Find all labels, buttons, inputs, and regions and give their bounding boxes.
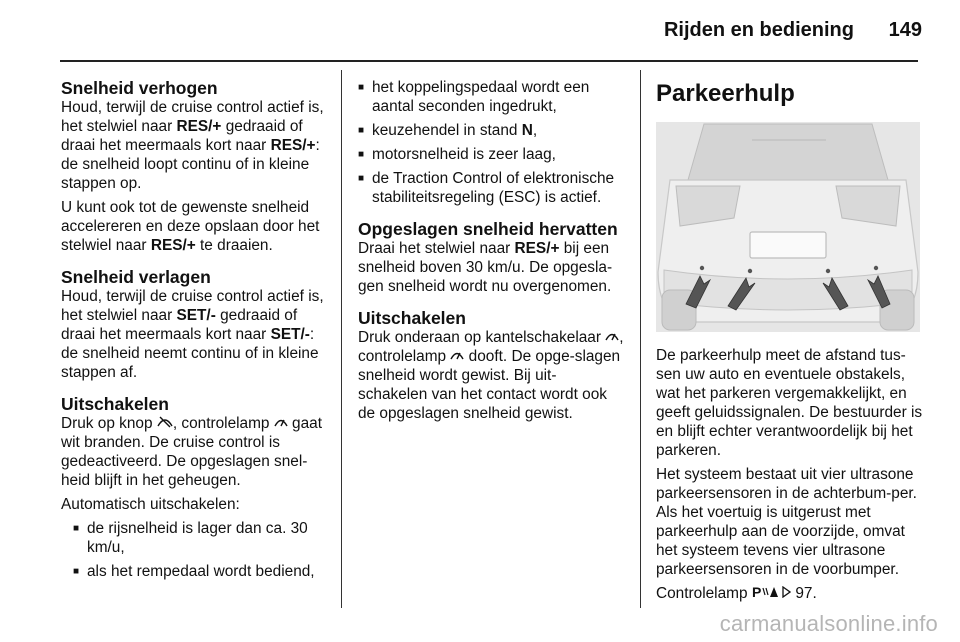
text: Houd, terwijl de cruise control actief is, het stelwiel naar xyxy=(61,288,324,324)
heading-snelheid-verhogen: Snelheid verhogen xyxy=(61,78,218,98)
list-item: ■ de Traction Control of elektronische stabiliteitsregeling (ESC) is actief. xyxy=(358,169,624,207)
paragraph xyxy=(61,198,326,255)
bullet-list xyxy=(358,78,624,207)
list-item xyxy=(358,121,624,140)
cruise-control-lamp-icon xyxy=(450,347,464,366)
text: 97. xyxy=(791,585,817,602)
column-2 xyxy=(358,78,624,428)
car-rear-drawing xyxy=(656,122,920,332)
rear-bumper-sensors-illustration xyxy=(656,122,920,332)
heading-uitschakelen-2: Uitschakelen xyxy=(358,308,466,328)
bold-term: RES/+ xyxy=(270,137,316,154)
text: Druk op knop xyxy=(61,415,157,432)
text: Controlelamp xyxy=(656,585,752,602)
text: gedraaid of draai het meermaals kort naar xyxy=(61,307,298,343)
list-item: ■ het koppelingspedaal wordt een aantal seconden ingedrukt, xyxy=(358,78,624,116)
cruise-control-lamp-icon xyxy=(274,414,288,433)
text: , xyxy=(532,122,538,139)
paragraph: De parkeerhulp meet de afstand tus-sen uw auto en eventuele obstakels, wat het parkeren vergemakkelijkt, en geeft geluidssignalen. De bestuurder is en blijft echter verantwoordelijk bij het parkeren. xyxy=(656,347,923,459)
text: dooft. De opge-slagen snelheid wordt gewist. Bij uit-schakelen van het contact wordt ook de opgeslagen snelheid gewist. xyxy=(358,348,621,422)
heading-snelheid-verlagen: Snelheid verlagen xyxy=(61,267,211,287)
text: : de snelheid loopt continu of in kleine stappen op. xyxy=(61,137,320,192)
heading-parkeerhulp: Parkeerhulp xyxy=(656,80,795,107)
list-item: ■ als het rempedaal wordt bediend, xyxy=(73,562,326,581)
text: : de snelheid neemt continu of in kleine stappen af. xyxy=(61,326,319,381)
paragraph xyxy=(358,328,624,423)
text: Draai het stelwiel naar xyxy=(358,240,515,257)
column-3 xyxy=(656,78,924,608)
section-title: Rijden en bediening xyxy=(663,19,854,41)
bold-term: RES/+ xyxy=(514,240,560,257)
cruise-cancel-icon xyxy=(157,414,173,433)
paragraph xyxy=(656,584,924,603)
bold-term: SET/- xyxy=(176,307,216,324)
text: Druk onderaan op kantelschakelaar xyxy=(358,329,606,346)
text: keuzehendel in stand xyxy=(372,122,522,139)
header-rule xyxy=(60,60,918,62)
paragraph xyxy=(61,414,326,490)
bold-term: RES/+ xyxy=(176,118,222,135)
bullet-list xyxy=(73,519,326,581)
bold-term: RES/+ xyxy=(150,237,196,254)
text: Houd, terwijl de cruise control actief is, het stelwiel naar xyxy=(61,99,324,135)
text: U kunt ook tot de gewenste snelheid accelereren en deze opslaan door het stelwiel naar xyxy=(61,199,320,254)
column-1 xyxy=(61,78,326,586)
page-header xyxy=(0,0,960,62)
paragraph xyxy=(61,98,326,193)
paragraph: Automatisch uitschakelen: xyxy=(61,496,240,513)
text: te draaien. xyxy=(195,237,273,254)
column-divider xyxy=(341,70,342,608)
paragraph: Het systeem bestaat uit vier ultrasone parkeersensoren in de achterbum-per. Als het voertuig is uitgerust met parkeerhulp aan de voorzijde, omvat het systeem tevens vier ultrasone parkeersensoren in de voorbumper. xyxy=(656,466,917,578)
page-reference-icon xyxy=(782,584,791,603)
svg-text:P: P xyxy=(751,585,762,598)
text: , controlelamp xyxy=(358,329,624,365)
watermark: carmanualsonline.info xyxy=(719,611,938,636)
bold-term: SET/- xyxy=(270,326,310,343)
park-assist-lamp-icon xyxy=(752,584,778,603)
heading-opgeslagen-snelheid-hervatten: Opgeslagen snelheid hervatten xyxy=(358,219,618,239)
page-number: 149 xyxy=(888,19,922,41)
paragraph xyxy=(61,287,326,382)
text: gaat wit branden. De cruise control is gedeactiveerd. De opgeslagen snel-heid blijft in het geheugen. xyxy=(61,415,323,489)
heading-uitschakelen: Uitschakelen xyxy=(61,394,169,414)
bold-term: N xyxy=(521,122,533,139)
text: bij een snelheid boven 30 km/u. De opgesla-gen snelheid wordt nu overgenomen. xyxy=(358,240,613,295)
cruise-control-lamp-icon xyxy=(605,328,619,347)
paragraph xyxy=(358,239,624,296)
column-divider xyxy=(640,70,641,608)
list-item: ■ motorsnelheid is zeer laag, xyxy=(358,145,624,164)
text: gedraaid of draai het meermaals kort naar xyxy=(61,118,303,154)
text: , controlelamp xyxy=(172,415,274,432)
list-item: ■ de rijsnelheid is lager dan ca. 30 km/u, xyxy=(73,519,326,557)
